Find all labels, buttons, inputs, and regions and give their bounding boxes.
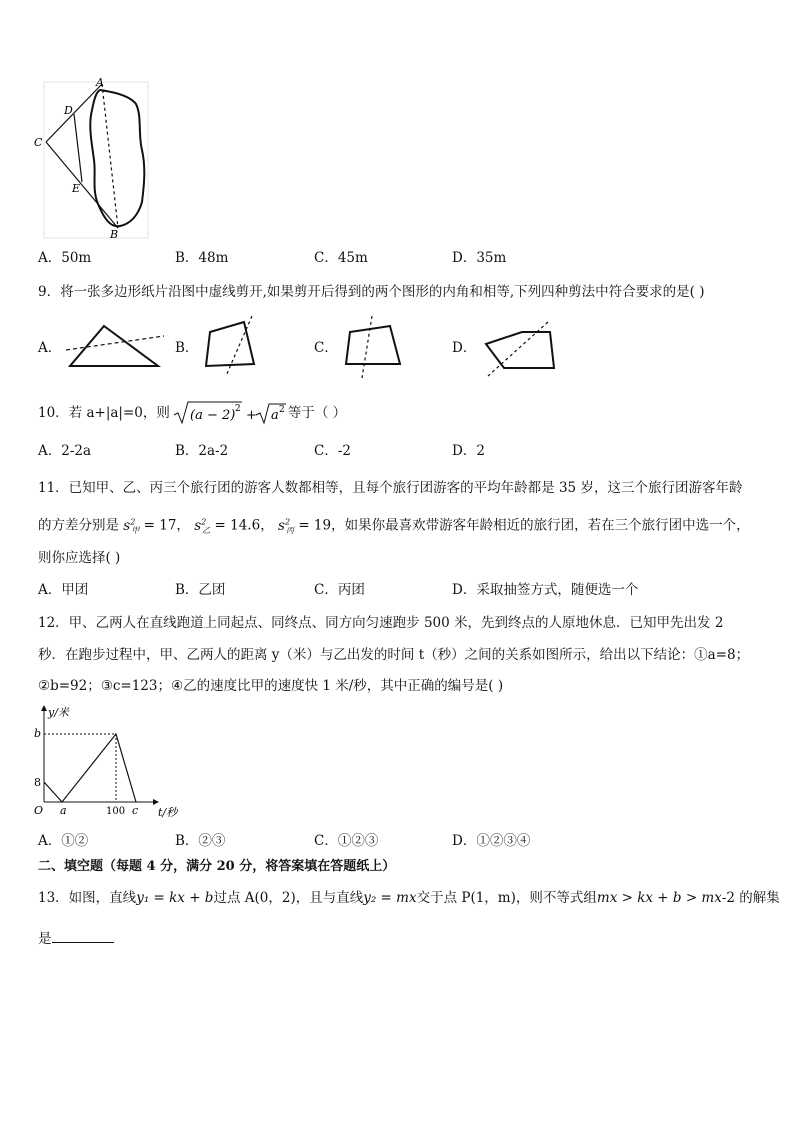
q10-root2: a — [270, 408, 279, 423]
q9-figure-d — [478, 316, 568, 378]
q8-option-d: D．35m — [452, 250, 507, 266]
label-d: D — [64, 104, 73, 117]
q10-stem-prefix: 10．若 a+|a|=0，则 — [38, 405, 170, 421]
q12-line1: 12．甲、乙两人在直线跑道上同起点、同终点、同方向匀速跑步 500 米，先到终点的人原地休息．已知甲先出发 2 — [38, 615, 724, 631]
q8-option-c: C．45m — [314, 250, 368, 266]
q13-y2: y₂ = mx — [363, 890, 417, 906]
q11-line3: 则你应选择( ) — [38, 550, 121, 566]
q13-ineq: mx > kx + b > mx — [596, 890, 722, 906]
q9-figure-c — [338, 314, 412, 380]
label-8: 8 — [34, 776, 41, 789]
q13-line2 — [38, 928, 114, 949]
q10-plus: + — [245, 408, 257, 423]
q11-option-d: D．采取抽签方式，随便选一个 — [452, 582, 639, 598]
q11-line2-prefix: 的方差分别是 — [38, 517, 119, 534]
q10-exp1: 2 — [234, 404, 241, 414]
q13-text-c: 交于点 P(1，m)，则不等式组 — [416, 890, 597, 906]
q13-line1 — [38, 888, 780, 908]
q9-option-b-label: B． — [175, 340, 199, 356]
q10-option-a: A．2-2a — [38, 443, 92, 459]
q10-option-d: D．2 — [452, 443, 485, 459]
q9-figure-a — [60, 320, 170, 372]
q9-option-c-label: C． — [314, 340, 338, 356]
q12-option-c: C．①②③ — [314, 833, 379, 849]
q11-val-bing: = 19 — [298, 517, 332, 534]
q9-stem: 9．将一张多边形纸片沿图中虚线剪开,如果剪开后得到的两个图形的内角和相等,下列四种剪法中符合要求的是( ) — [38, 284, 705, 300]
segment-ab — [102, 84, 118, 228]
q10-stem — [38, 400, 346, 426]
q9-figure-b — [198, 314, 270, 378]
q12-option-d: D．①②③④ — [452, 833, 531, 849]
q11-line2: 的方差分别是 $s^2_甲 = 17$， $s^2_乙 = 14.6$， $s^2_丙 = 19$，如果你最喜欢带游客年龄相近的旅行团，若在三个旅行团中选一个， — [38, 517, 750, 536]
q11-val-jia: = 17 — [143, 517, 177, 534]
q11-var-bing: $s^2_丙$ — [278, 517, 295, 536]
label-b: b — [34, 727, 42, 740]
distance-curve — [44, 734, 136, 802]
q13-answer-blank[interactable] — [52, 928, 114, 943]
q11-var-yi: $s^2_乙$ — [194, 517, 211, 536]
segment-ac — [46, 84, 102, 142]
q10-option-c: C．-2 — [314, 443, 351, 459]
q10-exp2: 2 — [278, 405, 285, 415]
q10-option-b: B．2a-2 — [175, 443, 229, 459]
q13-text-b: 过点 A(0，2)，且与直线 — [213, 890, 364, 906]
label-e: E — [72, 182, 81, 195]
q8-figure — [34, 76, 154, 241]
q10-expression — [172, 400, 286, 426]
q11-line2-suffix: ，如果你最喜欢带游客年龄相近的旅行团，若在三个旅行团中选一个， — [331, 517, 750, 534]
q12-option-a: A．①② — [38, 833, 89, 849]
segment-cb — [46, 142, 118, 228]
section2-heading: 二、填空题（每题 4 分，满分 20 分，将答案填在答题纸上） — [38, 859, 396, 874]
q9-option-d-label: D． — [452, 340, 477, 356]
label-c: C — [34, 136, 43, 149]
q8-figure-frame — [44, 82, 148, 238]
q11-line1: 11．已知甲、乙、丙三个旅行团的游客人数都相等，且每个旅行团游客的平均年龄都是 35 岁，这三个旅行团游客年龄 — [38, 480, 743, 496]
label-c: c — [132, 804, 139, 817]
q12-line2: 秒．在跑步过程中，甲、乙两人的距离 y（米）与乙出发的时间 t（秒）之间的关系如图所示，给出以下结论：①a=8； — [38, 647, 750, 663]
q11-option-b: B．乙团 — [175, 582, 226, 598]
origin-label: O — [34, 804, 44, 817]
label-a: a — [60, 804, 67, 817]
pond-outline — [90, 90, 144, 226]
q12-graph — [30, 702, 180, 824]
q12-option-b: B．②③ — [175, 833, 226, 849]
segment-de — [74, 114, 82, 182]
q11-option-a: A．甲团 — [38, 582, 89, 598]
label-b: B — [110, 228, 119, 241]
q11-option-c: C．丙团 — [314, 582, 365, 598]
q8-option-b: B．48m — [175, 250, 229, 266]
q13-text-a: 13．如图，直线 — [38, 890, 137, 906]
q11-var-jia: $s^2_甲$ — [123, 517, 140, 536]
q10-stem-suffix: 等于（ ） — [287, 405, 347, 421]
x-axis-label: t/秒 — [158, 806, 178, 819]
q12-line3: ②b=92；③c=123；④乙的速度比甲的速度快 1 米/秒，其中正确的编号是( ) — [38, 678, 504, 694]
q8-option-a: A．50m — [38, 250, 92, 266]
q13-line2-text: 是 — [38, 931, 52, 947]
q10-root1: (a − 2) — [189, 408, 236, 423]
label-a: A — [96, 76, 104, 89]
q11-val-yi: = 14.6 — [214, 517, 261, 534]
y-axis-label: y/米 — [48, 706, 69, 719]
q13-y1: y₁ = kx + b — [136, 890, 214, 906]
label-100: 100 — [106, 806, 126, 817]
q9-option-a-label: A． — [38, 340, 62, 356]
q13-text-d: -2 的解集 — [721, 890, 780, 906]
